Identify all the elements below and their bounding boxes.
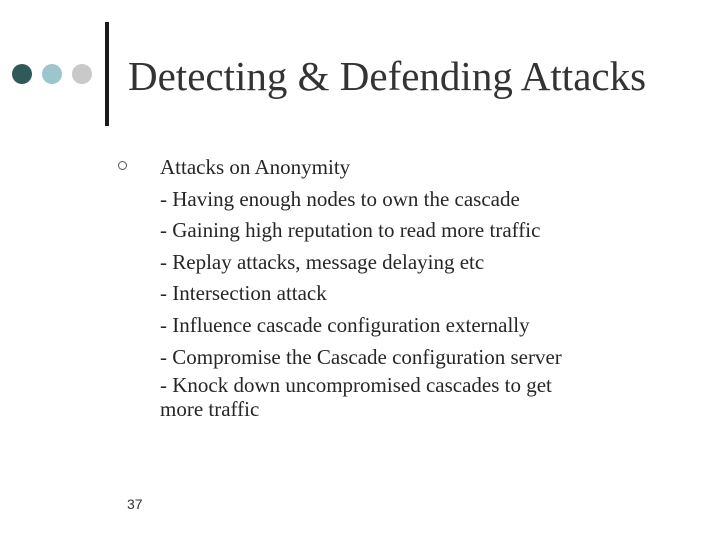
list-item: - Replay attacks, message delaying etc: [160, 249, 485, 274]
list-item: - Having enough nodes to own the cascade: [160, 186, 520, 211]
title-vertical-rule: [105, 22, 109, 126]
list-item: - Intersection attack: [160, 281, 327, 306]
decorative-dot-dark-icon: [12, 64, 32, 84]
decorative-dot-mid-icon: [42, 64, 62, 84]
bullet-heading: Attacks on Anonymity: [160, 155, 351, 179]
list-item: - Compromise the Cascade configuration server: [160, 344, 562, 369]
list-item: - Influence cascade configuration externally: [160, 312, 530, 337]
slide-body: [160, 152, 700, 421]
bullet-circle-icon: [118, 161, 127, 170]
list-item-continuation: more traffic: [160, 397, 260, 422]
list-item: - Knock down uncompromised cascades to get: [160, 373, 552, 398]
list-item: - Gaining high reputation to read more traffic: [160, 218, 541, 243]
slide-title: Detecting & Defending Attacks: [128, 53, 647, 99]
page-number: 37: [127, 496, 143, 512]
decorative-dot-light-icon: [72, 64, 92, 84]
